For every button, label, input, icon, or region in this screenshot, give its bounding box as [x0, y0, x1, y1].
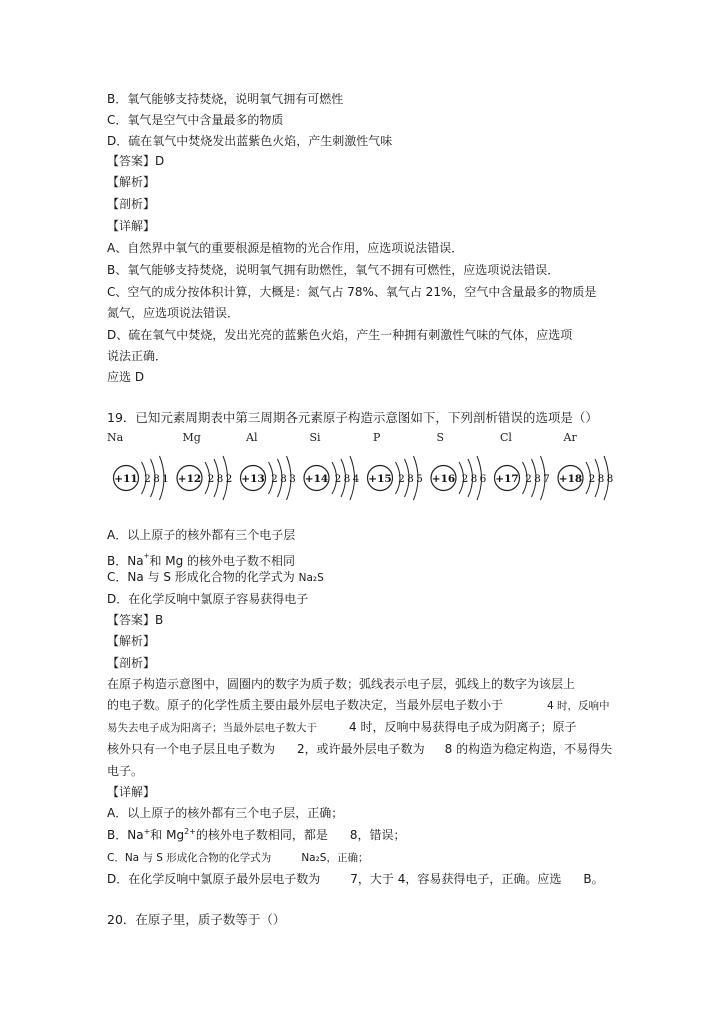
- element-symbol: P: [373, 431, 381, 444]
- shell-electron-count: 2: [398, 473, 405, 485]
- q19-para-2: [107, 697, 610, 714]
- shell-electron-count: 6: [479, 473, 487, 485]
- choose-line: 应选 D: [107, 370, 145, 384]
- q19-option-c-formula: Na₂S: [298, 572, 324, 584]
- q19-detail-b-c: 的核外电子数相同，都是: [195, 828, 328, 842]
- explain-d-2: 说法正确．: [107, 349, 168, 363]
- nucleus-charge: +17: [495, 473, 519, 485]
- q19-para-4: [107, 741, 612, 757]
- q19-option-a: A．以上原子的核外都有三个电子层: [107, 528, 296, 542]
- shell-electron-count: 4: [352, 473, 360, 485]
- nucleus-charge: +15: [368, 473, 392, 485]
- shell-electron-count: 2: [525, 473, 532, 485]
- q19-analysis-label: 【解析】: [107, 634, 156, 648]
- shell-electron-count: 8: [597, 473, 605, 485]
- element-symbol: Cl: [500, 431, 512, 444]
- shell-electron-count: 2: [334, 473, 342, 485]
- nucleus-charge: +16: [431, 473, 456, 485]
- q19-option-c-part1: C．Na 与 S 形成化合物的化学式为: [107, 570, 295, 584]
- shell-electron-count: 1: [162, 473, 169, 485]
- nucleus-charge: +12: [177, 473, 202, 485]
- shell-electron-count: 8: [216, 473, 224, 485]
- shell-electron-count: 2: [588, 473, 596, 485]
- q19-detail-b-sup1: +: [143, 827, 151, 836]
- question-20: 20．在原子里，质子数等于（）: [107, 912, 286, 927]
- explain-b: B、氧气能够支持焚烧，说明氧气拥有助燃性，氧气不拥有可燃性，应选项说法错误．: [107, 263, 560, 277]
- option-b: B．氧气能够支持焚烧，说明氧气拥有可燃性: [107, 92, 344, 106]
- q19-option-c: [107, 569, 324, 586]
- shell-electron-count: 2: [225, 473, 233, 485]
- q19-para-4-b: 2，或许最外层电子数为: [297, 742, 425, 756]
- shell-electron-count: 2: [271, 473, 278, 485]
- detail-label: 【详解】: [107, 219, 156, 233]
- atomic-structure-diagram: [107, 430, 625, 516]
- q19-option-b: [107, 548, 295, 569]
- q19-option-b-part2: 和 Mg 的核外电子数不相同: [149, 554, 296, 568]
- q19-option-b-mark: +: [143, 552, 150, 560]
- nucleus-charge: +18: [558, 473, 583, 485]
- shell-electron-count: 8: [470, 473, 478, 485]
- q19-para-2-a: 的电子数。原子的化学性质主要由最外层电子数决定，当最外层电子数小于: [107, 698, 504, 712]
- q19-para-4-a: 核外只有一个电子层且电子数为: [107, 742, 276, 756]
- q19-detail-c: [107, 849, 368, 866]
- shell-electron-count: 2: [144, 473, 151, 485]
- q19-option-b-part1: B．Na: [107, 554, 144, 568]
- shell-electron-count: 8: [343, 473, 351, 485]
- q19-dissect-label: 【剖析】: [107, 656, 156, 670]
- nucleus-charge: +11: [114, 473, 138, 485]
- shell-electron-count: 5: [416, 473, 423, 485]
- q19-detail-b-b: 和 Mg: [150, 828, 185, 842]
- question-19: 19．已知元素周期表中第三周期各元素原子构造示意图如下，下列剖析错误的选项是（）: [107, 410, 598, 425]
- dissect-label: 【剖析】: [107, 197, 156, 211]
- q19-detail-b: [107, 827, 406, 843]
- element-symbol: S: [436, 431, 445, 444]
- shell-electron-count: 8: [280, 473, 287, 485]
- explain-a: A、自然界中氧气的重要根源是植物的光合作用，应选项说法错误．: [107, 241, 464, 255]
- q19-detail-b-sup2: 2+: [184, 827, 196, 836]
- element-symbol: Na: [107, 431, 124, 444]
- q19-para-4-c: 8 的构造为稳定构造，不易得失: [444, 742, 613, 756]
- q19-detail-d-b: 7，大于 4，容易获得电子，正确。应选: [350, 872, 562, 886]
- q19-answer: 【答案】B: [107, 613, 164, 627]
- q19-detail-label: 【详解】: [107, 785, 156, 799]
- explain-d-1: D、硫在氧气中焚烧，发出光亮的蓝紫色火焰，产生一种拥有刺激性气味的气体，应选项: [107, 328, 573, 342]
- q19-detail-b-a: B．Na: [107, 828, 144, 842]
- nucleus-charge: +14: [304, 473, 329, 485]
- shell-electron-count: 3: [289, 473, 296, 485]
- explain-c-1: C、空气的成分按体积计算，大概是：氮气占 78%、氧气占 21%，空气中含量最多的物质是: [107, 285, 597, 299]
- q19-para-3: [107, 719, 576, 736]
- q19-detail-d-a: D．在化学反响中氯原子最外层电子数为: [107, 872, 321, 886]
- element-symbol: Si: [309, 431, 321, 444]
- shell-electron-count: 8: [153, 473, 160, 485]
- analysis-label: 【解析】: [107, 175, 156, 189]
- nucleus-charge: +13: [241, 473, 265, 485]
- q19-para-2-b: 4 时，反响中: [547, 700, 610, 712]
- q19-para-3-b: 4 时，反响中易获得电子成为阴离子；原子: [349, 720, 577, 734]
- shell-electron-count: 8: [534, 473, 541, 485]
- shell-electron-count: 7: [543, 473, 550, 485]
- q19-para-5: 电子。: [107, 764, 144, 778]
- q19-detail-c-a: C．Na 与 S 形成化合物的化学式为: [107, 852, 272, 864]
- q19-detail-c-b: Na₂S，正确；: [301, 852, 369, 864]
- element-symbol: Ar: [563, 431, 577, 444]
- answer-label: 【答案】D: [107, 154, 165, 168]
- q19-para-3-a: 易失去电子成为阳离子；当最外层电子数大于: [107, 722, 317, 734]
- shell-electron-count: 8: [606, 473, 614, 485]
- shell-electron-count: 2: [461, 473, 469, 485]
- q19-detail-d-c: B。: [583, 872, 604, 886]
- q19-detail-b-d: 8，错误；: [349, 828, 406, 842]
- q19-detail-a: A．以上原子的核外都有三个电子层，正确；: [107, 806, 344, 820]
- option-d: D．硫在氧气中焚烧发出蓝紫色火焰，产生刺激性气味: [107, 134, 393, 148]
- element-symbol: Mg: [182, 431, 201, 444]
- q19-detail-d: [107, 871, 604, 887]
- option-c: C．氧气是空气中含量最多的物质: [107, 113, 284, 127]
- q19-option-d: D．在化学反响中氯原子容易获得电子: [107, 592, 309, 606]
- shell-electron-count: 2: [207, 473, 215, 485]
- shell-electron-count: 8: [407, 473, 414, 485]
- explain-c-2: 氮气，应选项说法错误．: [107, 306, 240, 320]
- element-symbol: Al: [246, 431, 258, 444]
- q19-para-1: 在原子构造示意图中，圆圈内的数字为质子数；弧线表示电子层，弧线上的数字为该层上: [107, 677, 576, 691]
